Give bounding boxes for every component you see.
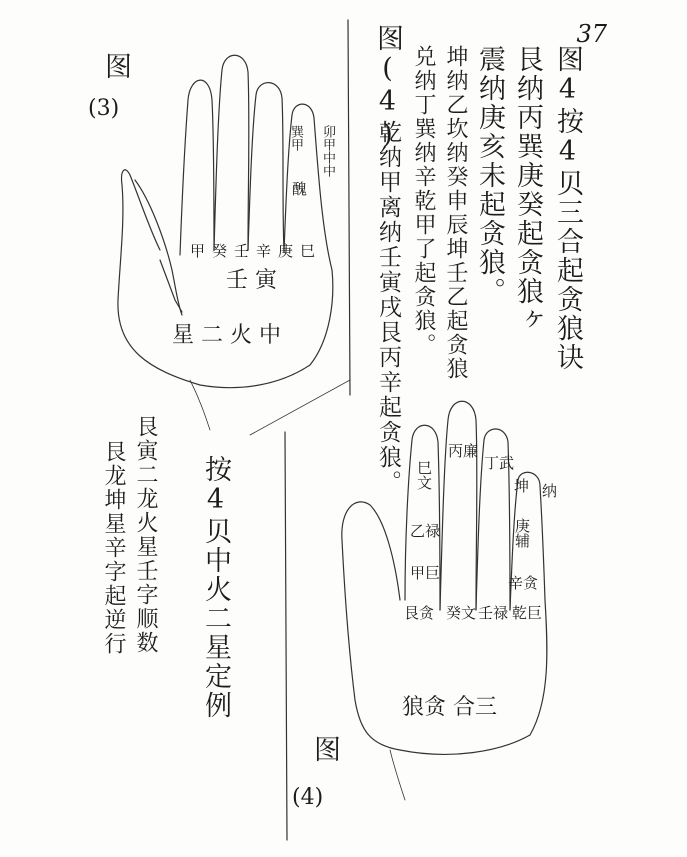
fig4-base-3: 乾巨 bbox=[512, 604, 543, 622]
fig4-tip-0: 巳文 bbox=[415, 460, 433, 490]
fig4-tip-3: 坤 bbox=[514, 477, 530, 495]
main-text-col-4: 坤纳乙坎纳癸申辰坤壬乙起贪狼 bbox=[443, 45, 468, 381]
figure4-heading: 图(4) bbox=[372, 24, 403, 152]
fig3-top-labels: 卯甲中中 bbox=[320, 125, 335, 177]
fig4-mid-0: 乙禄 bbox=[410, 522, 441, 540]
fig4-tip-2: 丁武 bbox=[484, 454, 515, 472]
main-text-col-3: 震纳庚亥未起贪狼。 bbox=[474, 45, 505, 306]
fig4-base-0: 艮贪 bbox=[404, 604, 435, 622]
fig4-base-2: 壬禄 bbox=[478, 604, 509, 622]
left-text-col-2: 艮寅二龙火星壬字顺数 bbox=[133, 415, 158, 655]
figure4-caption: 图 bbox=[309, 735, 340, 764]
fig3-label-4: 庚 bbox=[278, 242, 294, 260]
fig3-pinky-label: 巽甲 bbox=[288, 125, 303, 151]
figure4-text: 乾纳甲离纳壬寅戌艮丙辛起贪狼。 bbox=[375, 120, 401, 495]
fig3-palm-row2: 星 二 火 中 bbox=[172, 323, 281, 348]
divider-line-lower bbox=[285, 432, 287, 840]
fig3-palm-row1: 壬 寅 bbox=[226, 268, 277, 293]
main-text-col-2: 艮纳丙巽庚癸起贪狼ヶ bbox=[512, 45, 543, 335]
fig3-label-0: 甲 bbox=[190, 242, 206, 260]
main-text-col-5: 兑纳丁巽纳辛乾甲了起贪狼。 bbox=[411, 45, 436, 357]
figure3-caption: 图 bbox=[100, 52, 131, 81]
fig3-ring-label: 醜 bbox=[292, 180, 308, 198]
fig4-base-1: 癸文 bbox=[446, 604, 477, 622]
fig4-mid-1: 庚辅 bbox=[513, 518, 531, 548]
fig4-tip-4: 纳 bbox=[542, 482, 558, 500]
left-text-col-1: 艮龙坤星辛字起逆行 bbox=[101, 440, 126, 656]
main-text-col-1: 图4按4贝三合起贪狼诀 bbox=[552, 45, 583, 372]
fig3-label-1: 癸 bbox=[212, 242, 228, 260]
mid-text: 按4贝中火二星定例 bbox=[200, 455, 231, 720]
fig4-low-0: 甲巨 bbox=[410, 564, 441, 582]
fig3-label-5: 巳 bbox=[300, 242, 316, 260]
figure4-number: (4) bbox=[292, 785, 324, 810]
fig3-label-3: 辛 bbox=[256, 242, 272, 260]
page-number: 37 bbox=[576, 20, 607, 48]
fig4-low-1: 辛贪 bbox=[508, 574, 539, 592]
divider-line-upper bbox=[348, 20, 350, 395]
figure3-number: (3) bbox=[88, 96, 120, 121]
fig4-palm-text: 狼贪 合三 bbox=[402, 695, 497, 720]
fig4-tip-1: 丙廉 bbox=[448, 442, 479, 460]
fig3-label-2: 壬 bbox=[234, 242, 250, 260]
